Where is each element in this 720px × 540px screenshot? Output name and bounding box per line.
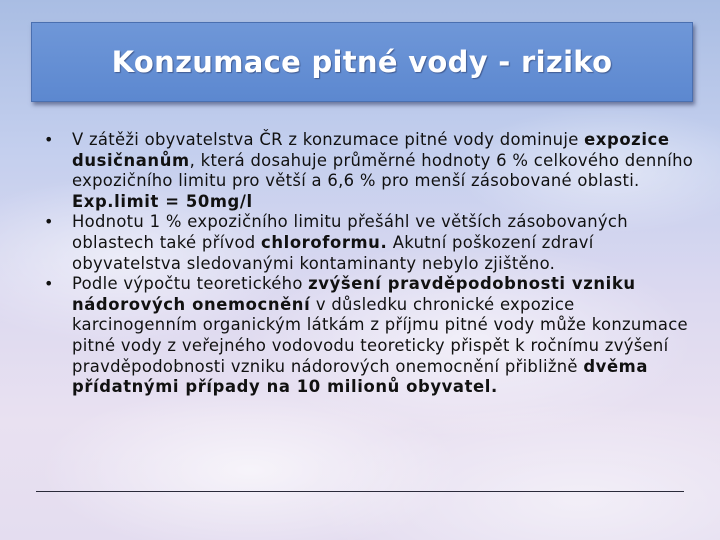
- title-box: [31, 22, 693, 102]
- bullet-item-1: [44, 130, 704, 212]
- bullet-item-2: [44, 212, 704, 274]
- emphasized-text: Exp.limit = 50mg/l: [72, 191, 253, 211]
- bullet-text: V zátěži obyvatelstva ČR z konzumace pitné vody dominuje: [72, 130, 585, 149]
- bullet-item-3: [44, 274, 704, 398]
- bullet-marker: •: [44, 212, 54, 232]
- bullet-text: Akutní poškození zdraví obyvatelstva sledovanými kontaminanty nebylo zjištěno.: [72, 232, 594, 273]
- bullet-text: , která dosahuje průměrné hodnoty 6 % celkového denního expozičního limitu pro větší a 6,6 % pro menší zásobované oblasti.: [72, 150, 694, 191]
- emphasized-text: zvýšení pravděpodobnosti vzniku nádorových onemocnění: [72, 274, 636, 314]
- bullet-text: v důsledku chronické expozice karcinogenním organickým látkám z příjmu pitné vody může konzumace pitné vody z veřejného vodovodu teoreticky přispět k ročnímu zvýšení pravděpodobnosti vzniku nádorových onemocnění přibližně: [72, 294, 688, 376]
- emphasized-text: dvěma přídatnými případy na 10 milionů obyvatel.: [72, 356, 649, 397]
- bullet-marker: •: [44, 274, 54, 294]
- slide-content: [44, 130, 704, 398]
- slide-title: Konzumace pitné vody - riziko: [111, 45, 613, 79]
- bullet-marker: •: [44, 130, 54, 149]
- bullet-list: [44, 130, 704, 398]
- footer-divider: [36, 491, 684, 492]
- bullet-text: Podle výpočtu teoretického: [72, 274, 309, 294]
- emphasized-text: chloroformu.: [261, 232, 388, 252]
- emphasized-text: expozice dusičnanům: [72, 130, 670, 170]
- bullet-text: Hodnotu 1 % expozičního limitu přešáhl ve větších zásobovaných oblastech také přívod: [72, 212, 628, 252]
